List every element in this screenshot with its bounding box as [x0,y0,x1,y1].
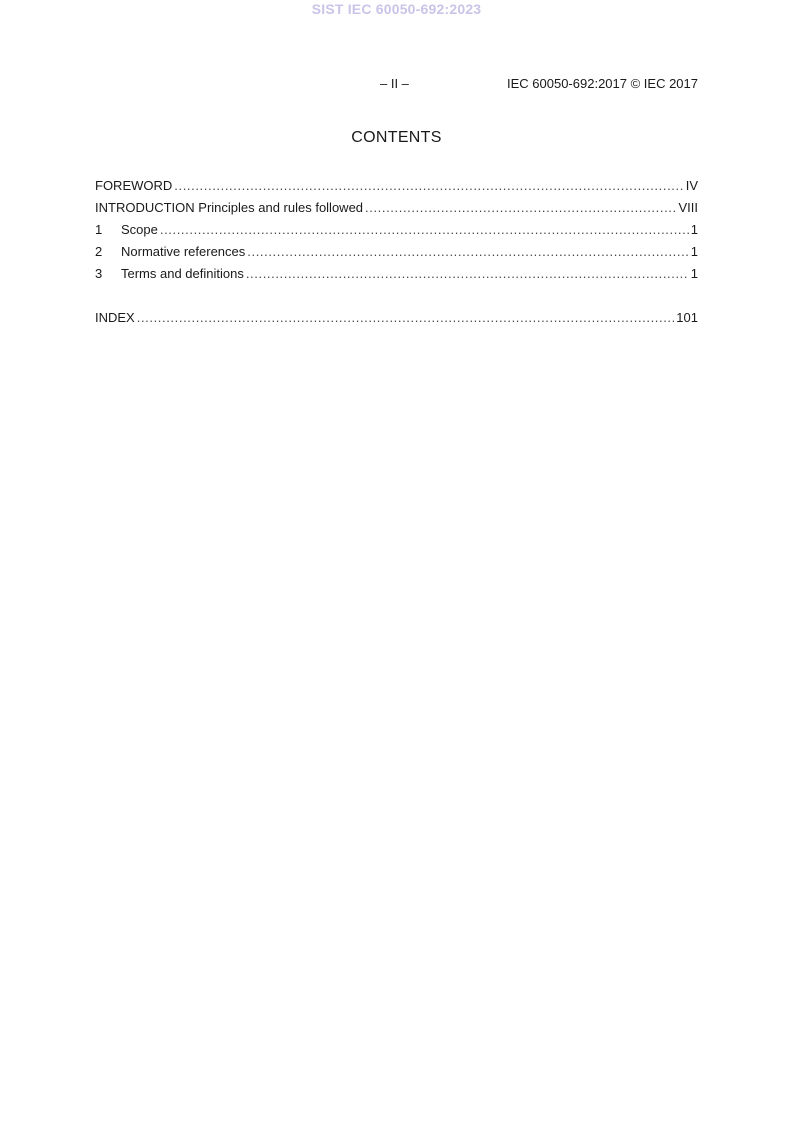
page-number: – II – [380,76,409,91]
toc-entry-page: VIII [678,200,698,215]
toc-entry-title: INTRODUCTION Principles and rules followed [95,200,364,215]
toc-entry-foreword[interactable] [95,175,698,197]
toc-entry-number: 1 [95,222,103,237]
toc-entry-index[interactable] [95,307,698,329]
toc-entry-page: IV [685,178,698,193]
page-header [95,76,698,94]
toc-entry-title: INDEX [95,310,135,325]
toc-dot-leader [160,219,689,241]
toc-entry-page: 1 [690,266,698,281]
toc-entry-title: Terms and definitions [121,266,244,281]
toc-entry-page: 1 [690,222,698,237]
toc-entry-introduction[interactable] [95,197,698,219]
toc-entry-page: 1 [690,244,698,259]
toc-entry-terms-and-definitions[interactable] [95,263,698,285]
toc-entry-normative-references[interactable] [95,241,698,263]
toc-entry-number: 3 [95,266,103,281]
toc-dot-leader [247,241,688,263]
toc-entry-title: Scope [121,222,158,237]
toc-entry-scope[interactable] [95,219,698,241]
contents-title: CONTENTS [351,129,442,146]
document-reference: IEC 60050-692:2017 © IEC 2017 [507,76,698,91]
table-of-contents [95,175,698,329]
toc-dot-leader [246,263,689,285]
toc-dot-leader [365,197,676,219]
watermark-text: SIST IEC 60050-692:2023 [311,1,482,17]
toc-entry-page: 101 [676,310,698,325]
toc-dot-leader [174,175,683,197]
toc-entry-number: 2 [95,244,103,259]
toc-dot-leader [137,307,675,329]
toc-entry-title: Normative references [121,244,246,259]
toc-entry-title: FOREWORD [95,178,173,193]
